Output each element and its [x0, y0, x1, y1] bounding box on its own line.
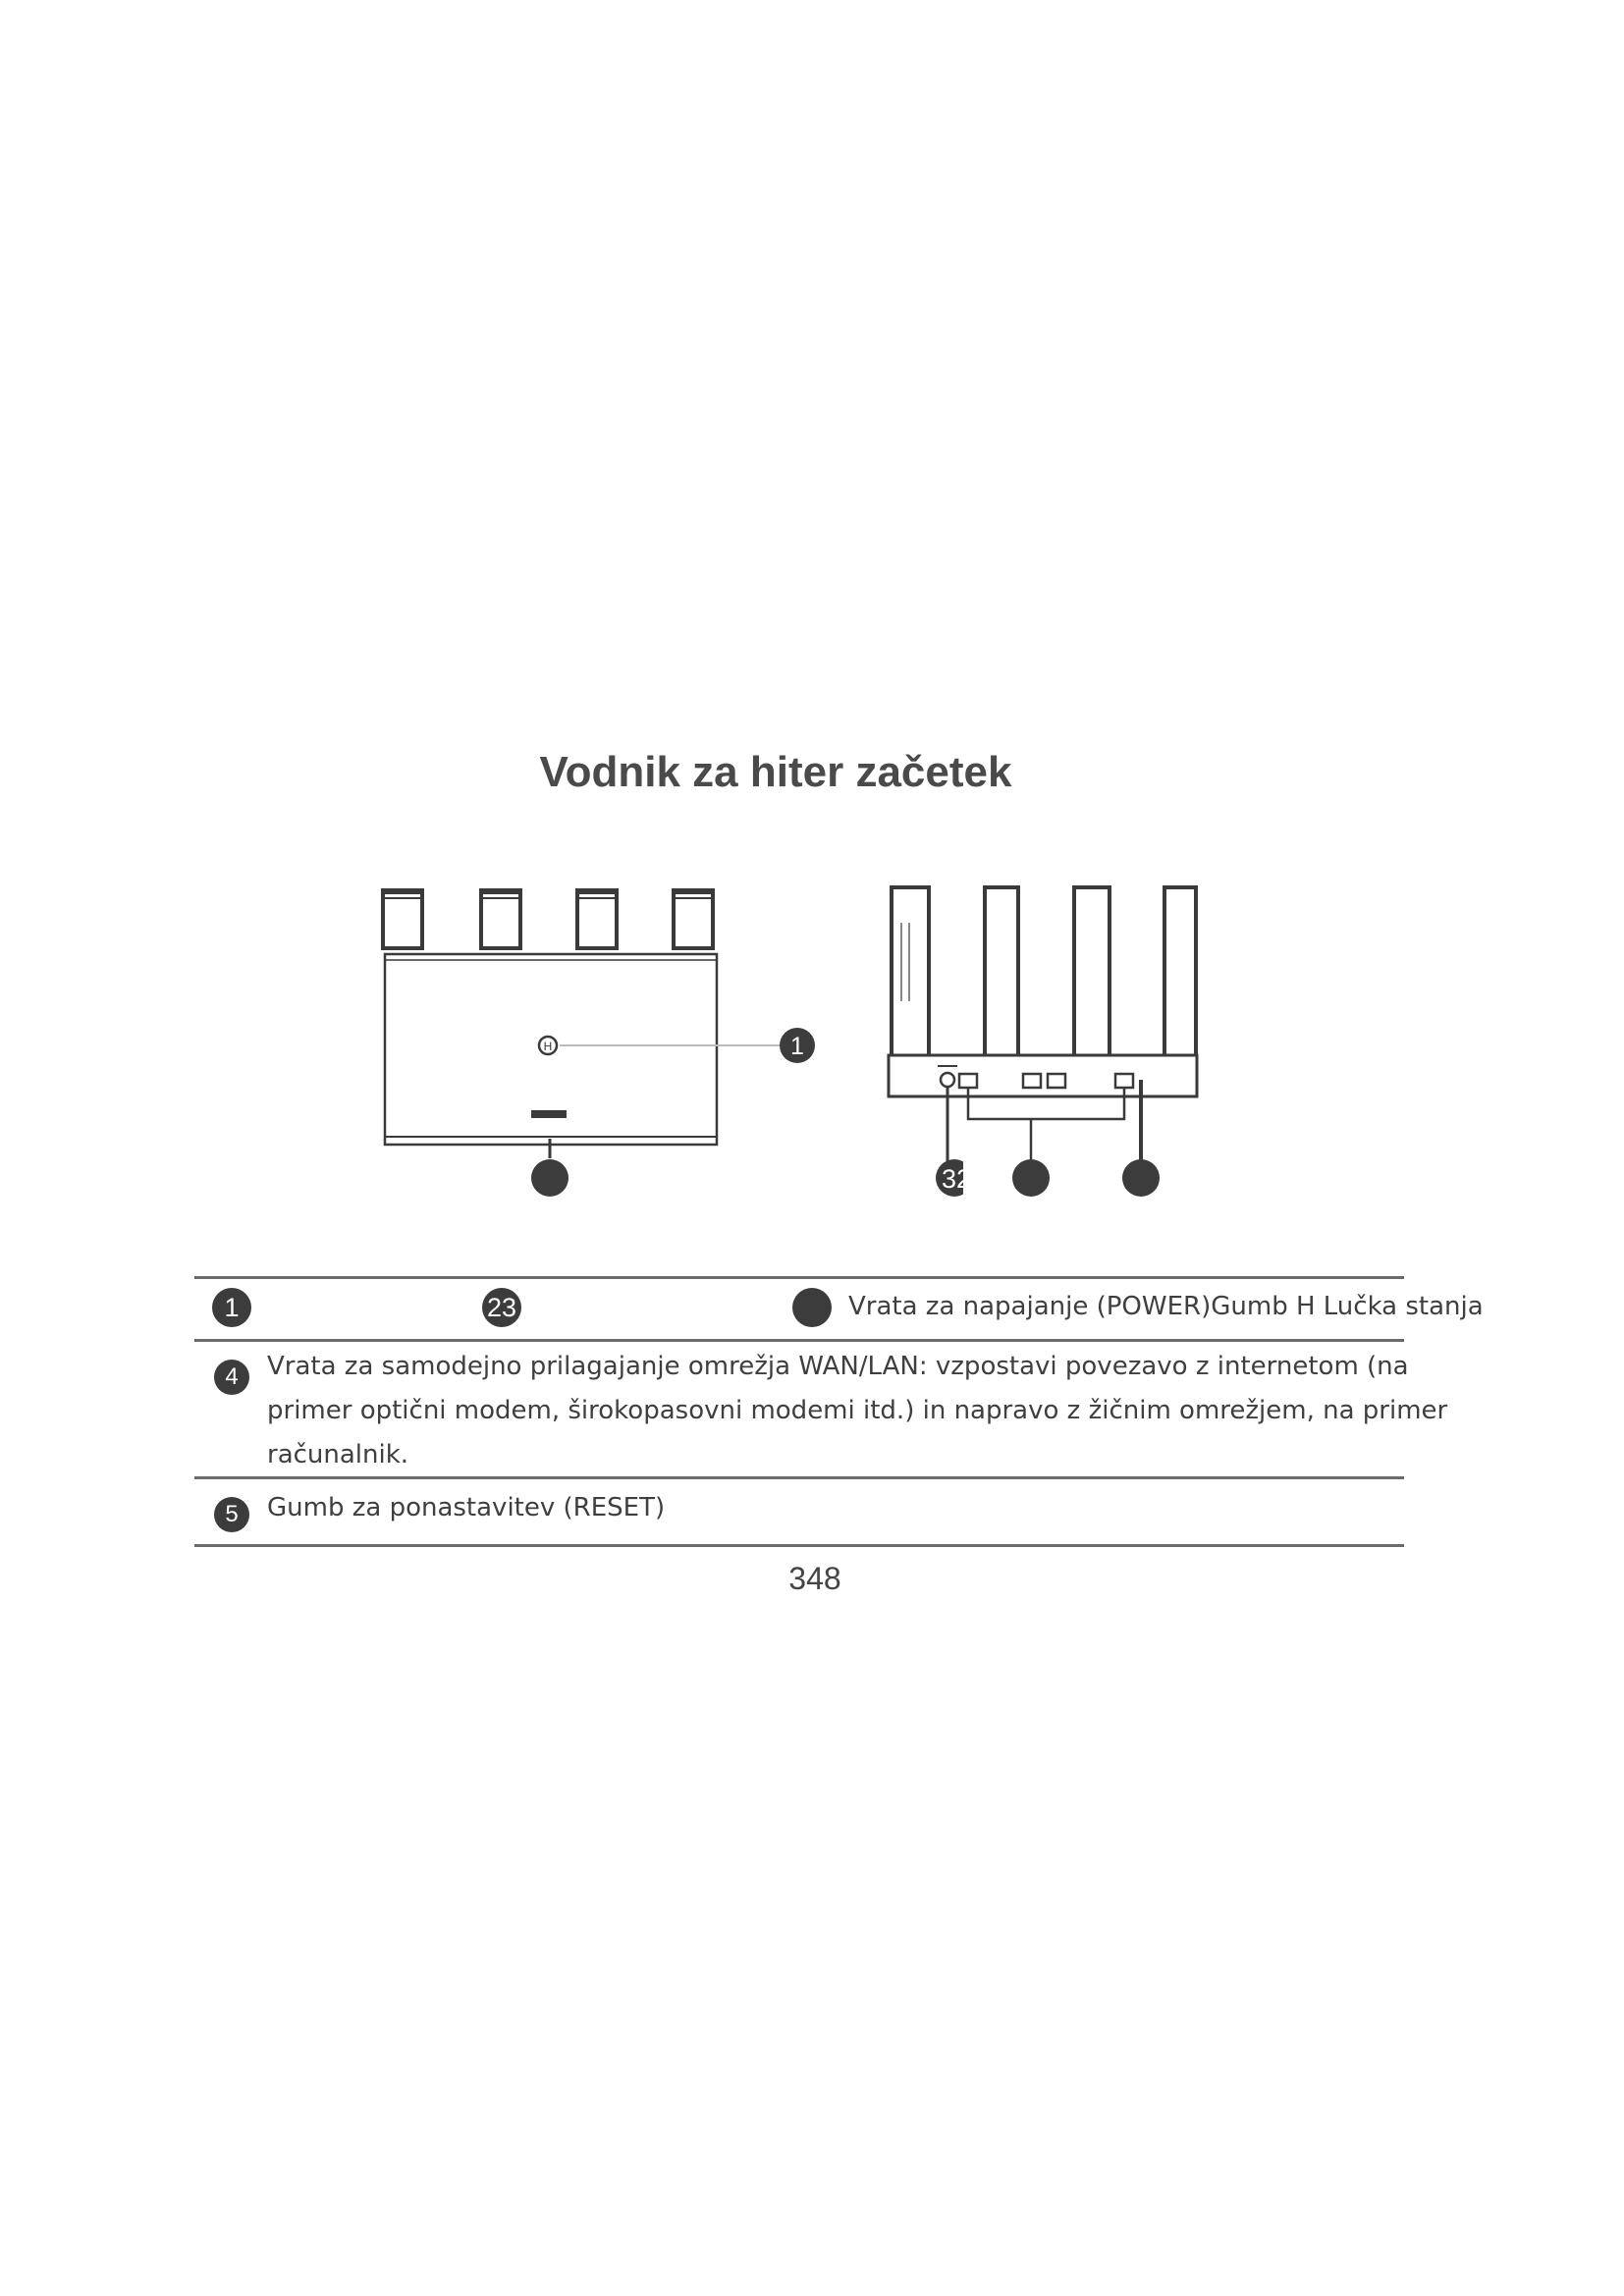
table-rule — [194, 1476, 1404, 1479]
legend-row2-line: primer optični modem, širokopasovni modemi itd.) in napravo z žičnim omrežjem, na primer — [267, 1396, 1448, 1425]
legend-row3-text: Gumb za ponastavitev (RESET) — [267, 1493, 666, 1522]
rear-antenna — [985, 887, 1018, 1082]
table-rule — [194, 1339, 1404, 1342]
logo-icon — [531, 1110, 567, 1118]
svg-text:H: H — [543, 1040, 553, 1053]
table-rule-top — [194, 1276, 1404, 1279]
page-number: 348 — [788, 1561, 841, 1596]
callout-4-badge — [1012, 1159, 1050, 1197]
front-antenna — [381, 891, 424, 948]
router-front-view — [381, 891, 784, 1158]
legend-row2-line: računalnik. — [267, 1440, 409, 1469]
callout-1-label: 1 — [790, 1033, 804, 1060]
rear-antenna — [1074, 887, 1110, 1082]
router-rear-view — [889, 887, 1197, 1162]
legend-badge-blank — [792, 1288, 832, 1327]
legend-row2-text — [267, 1345, 1448, 1477]
callout-status-light-badge — [531, 1159, 568, 1197]
front-antenna — [575, 891, 619, 948]
legend-badge-1: 1 — [212, 1288, 251, 1327]
table-rule-bottom — [194, 1544, 1404, 1547]
front-antenna — [672, 891, 715, 948]
page-title: Vodnik za hiter začetek — [539, 748, 1012, 796]
callout-5-badge — [1122, 1159, 1160, 1197]
callout-32-label: 32 — [941, 1164, 972, 1194]
front-antenna — [479, 891, 522, 948]
legend-row2-line: Vrata za samodejno prilagajanje omrežja WAN/LAN: vzpostavi povezavo z internetom (na — [267, 1352, 1409, 1381]
legend-badge-5: 5 — [214, 1497, 249, 1532]
legend-badge-23: 23 — [482, 1288, 521, 1327]
rear-antenna — [1164, 887, 1196, 1082]
rear-body — [889, 1055, 1197, 1096]
legend-row1-text: Vrata za napajanje (POWER)Gumb H Lučka stanja — [848, 1292, 1484, 1321]
legend-badge-4: 4 — [214, 1360, 249, 1395]
